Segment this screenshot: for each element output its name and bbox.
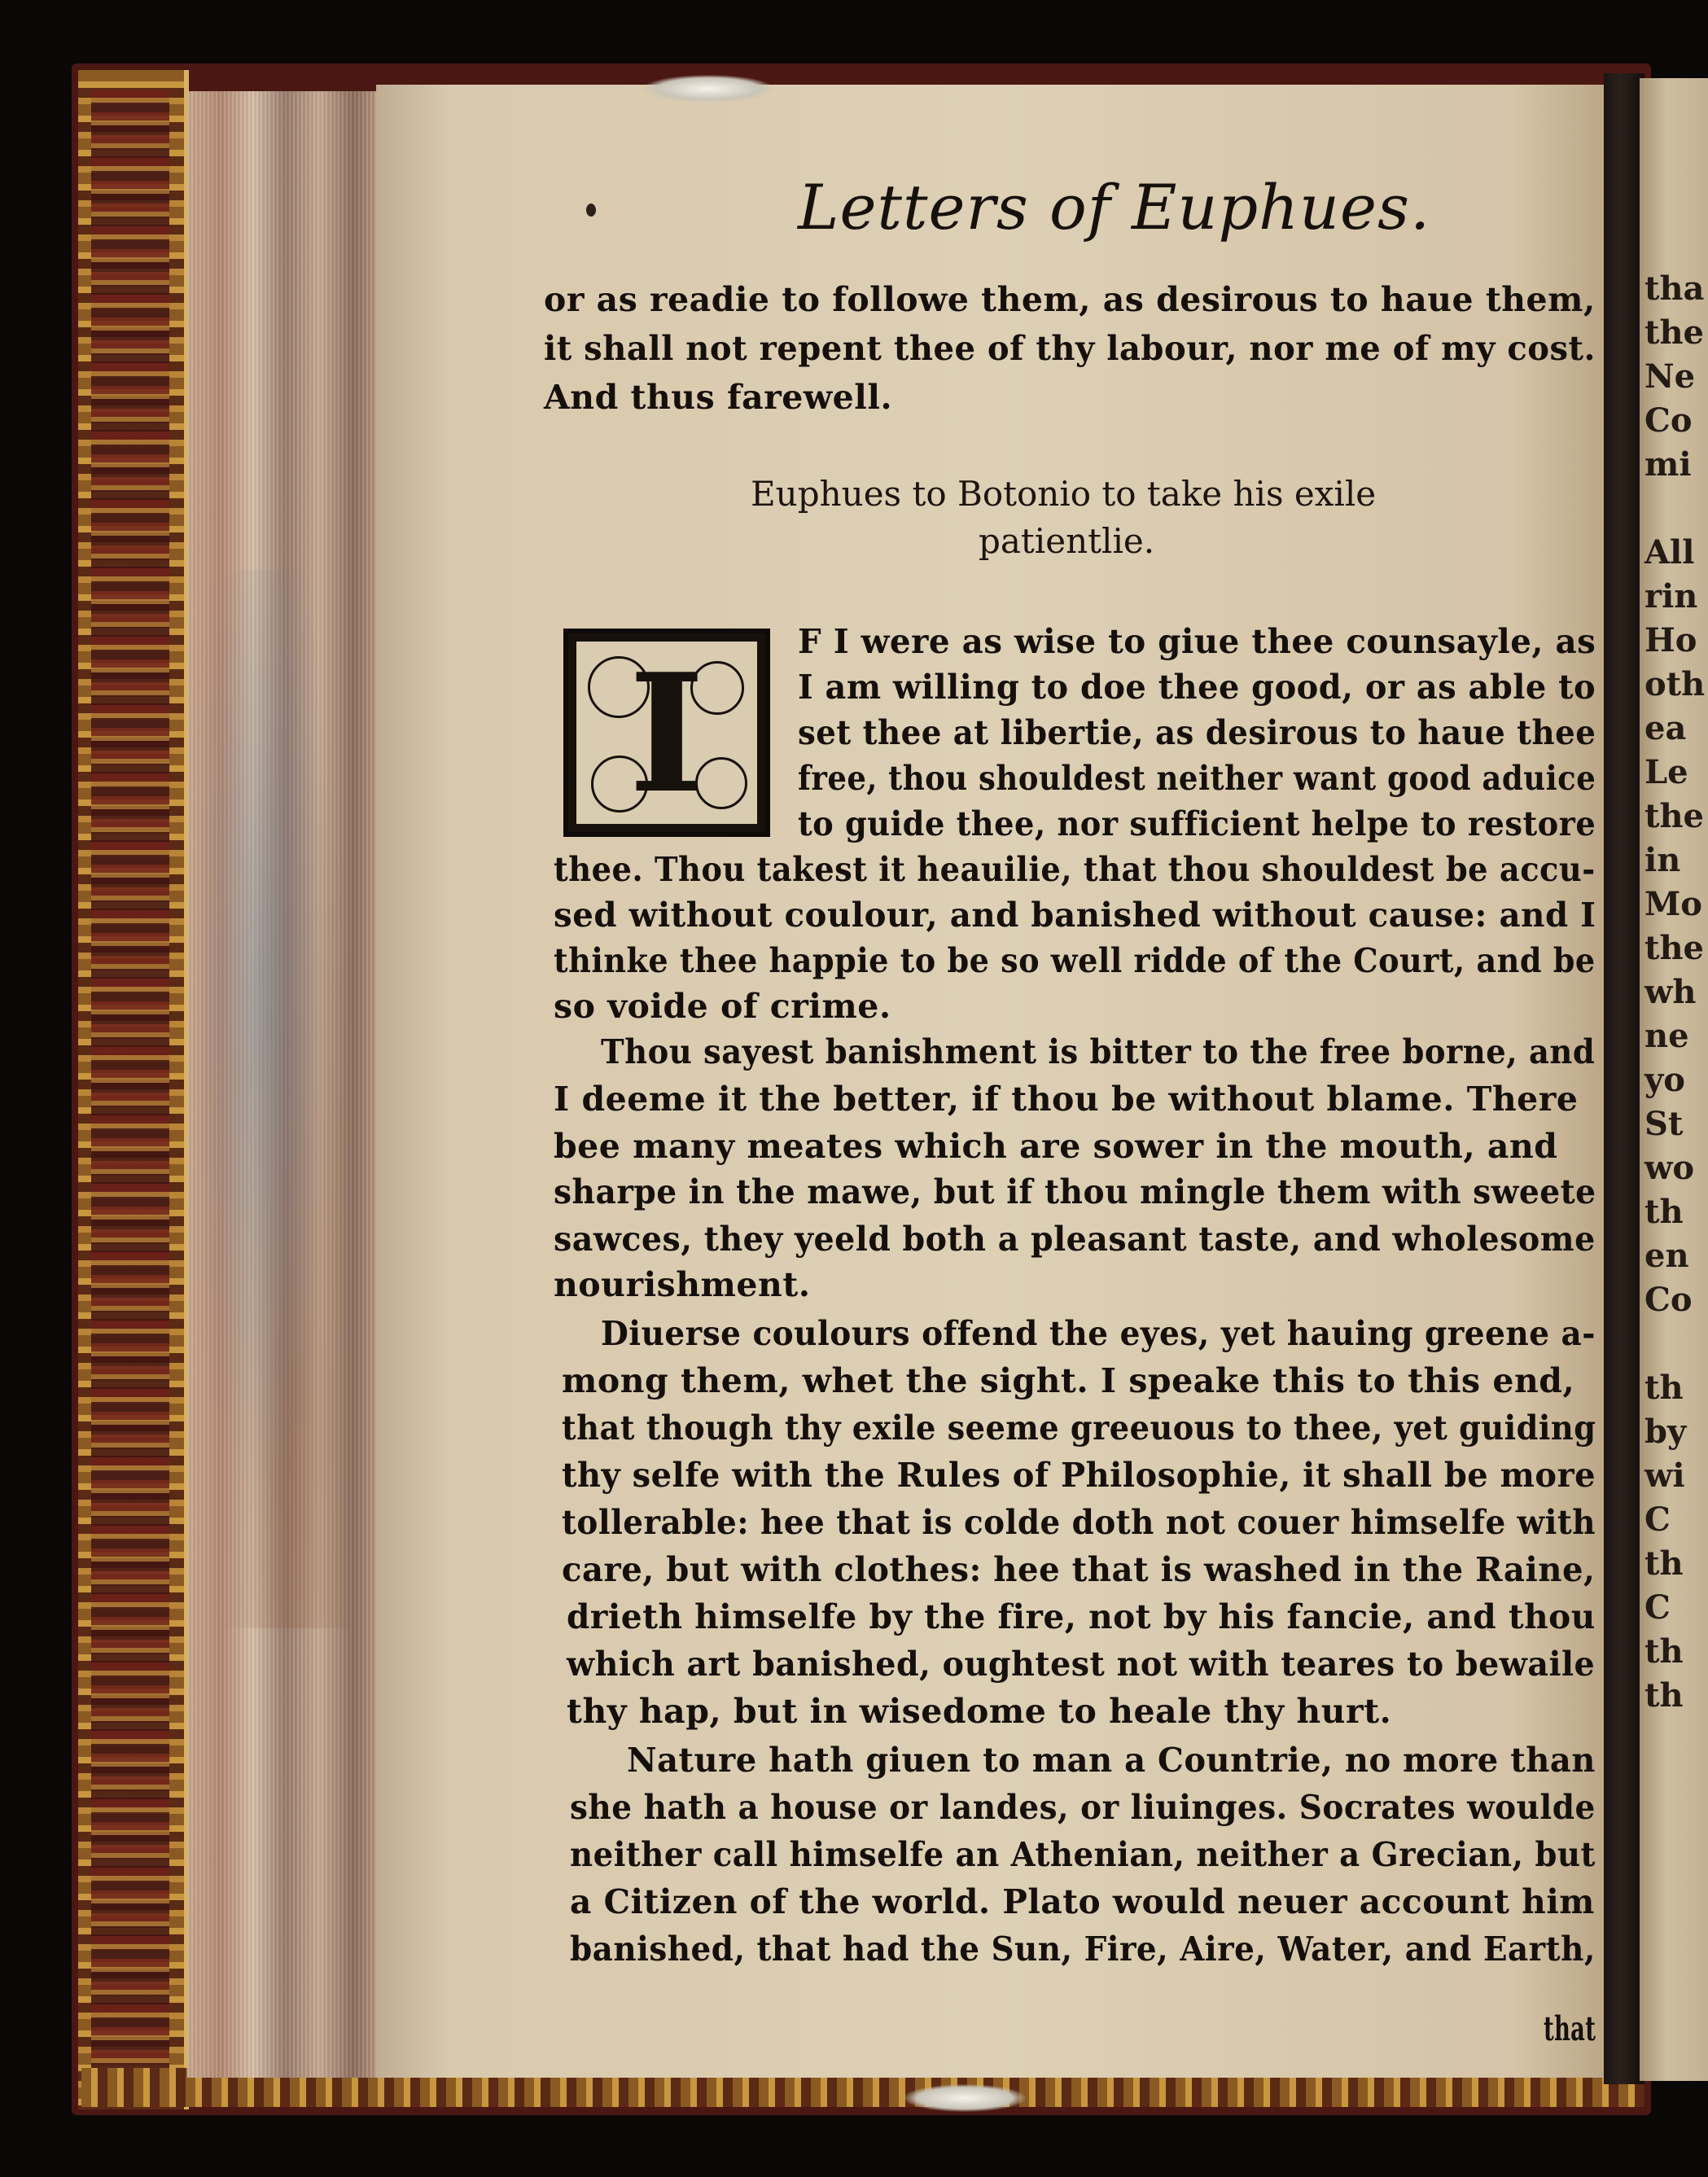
facing-page-fragment: Mo [1644, 885, 1702, 923]
facing-page [1640, 78, 1708, 2081]
text-line: care, but with clothes: hee that is washed in the Raine, [562, 1550, 1596, 1589]
text-line: thy selfe with the Rules of Philosophie, it shall be more [562, 1456, 1596, 1495]
facing-page-fragment: C [1644, 1500, 1671, 1539]
text-line: Nature hath giuen to man a Countrie, no more than [627, 1741, 1596, 1780]
printer-mark [586, 204, 596, 217]
facing-page-fragment: wo [1644, 1149, 1695, 1187]
facing-page-fragment [1640, 1718, 1708, 1762]
text-line: to guide thee, nor sufficient helpe to restore [798, 804, 1596, 843]
running-title: Letters of Euphues. [798, 171, 1431, 243]
drop-cap [563, 629, 770, 837]
text-line: And thus farewell. [544, 378, 893, 417]
page-clip-top [643, 75, 773, 103]
facing-page-fragment: th [1644, 1632, 1684, 1671]
facing-page-fragment: mi [1644, 445, 1692, 484]
facing-page-fragments [1640, 267, 1708, 1762]
facing-page-fragment: yo [1644, 1061, 1685, 1099]
facing-page-fragment: the [1644, 797, 1705, 835]
facing-page-fragment: th [1644, 1676, 1684, 1715]
facing-page-fragment: the [1644, 313, 1705, 352]
facing-page-fragment: th [1644, 1544, 1684, 1583]
text-line: thee. Thou takest it heauilie, that thou shouldest be accu- [554, 850, 1596, 889]
facing-page-fragment: wi [1644, 1456, 1685, 1495]
facing-page-fragment: Ne [1644, 357, 1696, 396]
text-line: thinke thee happie to be so well ridde of the Court, and be [554, 941, 1596, 980]
book-gutter [1604, 73, 1644, 2084]
catchword: that [1544, 2009, 1596, 2048]
text-line: or as readie to followe them, as desirous to haue them, [544, 280, 1596, 319]
letter-heading-cont: patientlie. [979, 521, 1155, 561]
facing-page-fragment: Ho [1644, 621, 1697, 659]
text-line: which art banished, oughtest not with teares to bewaile [567, 1645, 1596, 1684]
text-line: mong them, whet the sight. I speake this to this end, [562, 1361, 1575, 1400]
text-line: Thou sayest banishment is bitter to the free borne, and [601, 1032, 1596, 1071]
facing-page-fragment: th [1644, 1369, 1684, 1407]
text-line: free, thou shouldest neither want good aduice [798, 759, 1596, 798]
facing-page-fragment: by [1644, 1413, 1687, 1451]
text-line: it shall not repent thee of thy labour, nor me of my cost. [544, 329, 1596, 368]
text-line: sharpe in the mawe, but if thou mingle them with sweete [554, 1172, 1596, 1211]
text-line: sed without coulour, and banished without cause: and I [554, 896, 1596, 935]
text-line: thy hap, but in wisedome to heale thy hurt. [567, 1692, 1392, 1731]
facing-page-fragment [1640, 1322, 1708, 1366]
facing-page-fragment: en [1644, 1237, 1689, 1275]
facing-page-fragment: wh [1644, 973, 1697, 1011]
facing-page-fragment [1640, 487, 1708, 531]
drop-cap-letter: I [628, 638, 705, 830]
text-line: nourishment. [554, 1265, 811, 1304]
text-line: sawces, they yeeld both a pleasant taste, and wholesome [554, 1220, 1596, 1259]
facing-page-fragment: ne [1644, 1017, 1689, 1055]
drop-cap-field [576, 638, 757, 830]
text-line: I deeme it the better, if thou be without blame. There [554, 1080, 1579, 1119]
text-line: that though thy exile seeme greeuous to thee, yet guiding [562, 1408, 1596, 1448]
text-line: so voide of crime. [554, 987, 891, 1026]
facing-page-fragment: Co [1644, 401, 1693, 440]
facing-page-fragment: C [1644, 1588, 1671, 1627]
facing-page-fragment: Co [1644, 1281, 1693, 1319]
text-line: a Citizen of the world. Plato would neuer account him [570, 1882, 1595, 1921]
text-line: she hath a house or landes, or liuinges. Socrates woulde [570, 1788, 1596, 1827]
facing-page-fragment: th [1644, 1193, 1684, 1231]
facing-page-fragment: in [1644, 841, 1681, 879]
facing-page-fragment: rin [1644, 577, 1698, 615]
text-line: banished, that had the Sun, Fire, Aire, Water, and Earth, [570, 1930, 1596, 1969]
text-line: bee many meates which are sower in the mouth, and [554, 1127, 1558, 1166]
marbled-edge [204, 570, 350, 1628]
page-clip-bottom [904, 2084, 1026, 2112]
facing-page-fragment: All [1644, 533, 1695, 572]
text-line: neither call himselfe an Athenian, neither a Grecian, but [570, 1835, 1596, 1874]
text-line: Diuerse coulours offend the eyes, yet hauing greene a- [601, 1314, 1596, 1353]
gilt-ornament [91, 90, 169, 2084]
facing-page-fragment: Le [1644, 753, 1688, 791]
facing-page-fragment: tha [1644, 269, 1705, 308]
facing-page-fragment: oth [1644, 665, 1706, 703]
text-line: drieth himselfe by the fire, not by his fancie, and thou [567, 1597, 1596, 1636]
facing-page-fragment: the [1644, 929, 1705, 967]
text-line: I am willing to doe thee good, or as able to [798, 668, 1596, 707]
facing-page-fragment: ea [1644, 709, 1687, 747]
letter-heading: Euphues to Botonio to take his exile [751, 474, 1377, 514]
facing-page-fragment: St [1644, 1105, 1684, 1143]
text-line: tollerable: hee that is colde doth not couer himselfe with [562, 1503, 1596, 1542]
text-line: set thee at libertie, as desirous to haue thee [798, 713, 1596, 752]
text-line: F I were as wise to giue thee counsayle, as [798, 622, 1596, 661]
